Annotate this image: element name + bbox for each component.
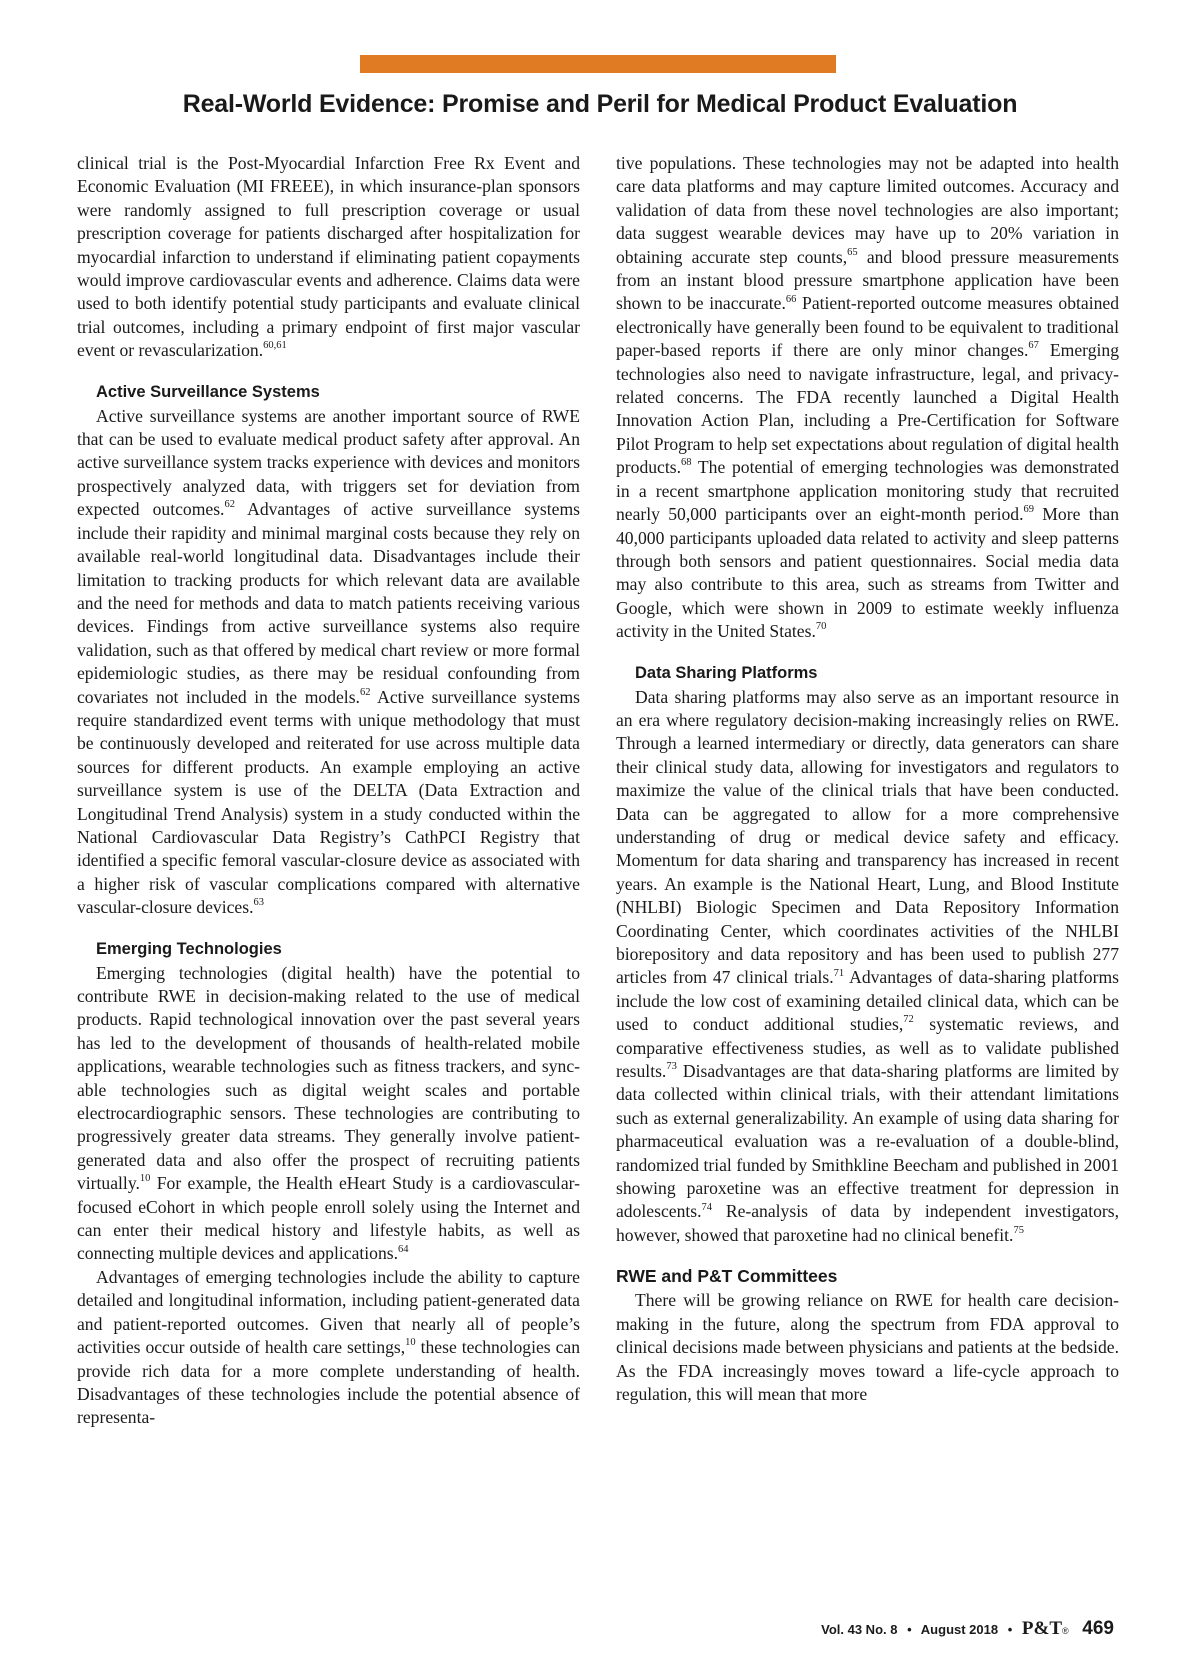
citation-reference: 74 bbox=[701, 1201, 712, 1213]
paragraph bbox=[77, 962, 580, 1266]
paragraph-text: Active surveillance systems require standardized event terms with unique methodology that must be continuously developed and reiterated for use across multiple data sources for different products. An example employing an active surveillance system is use of the DELTA (Data Extraction and Longitudinal Trend Analysis) system in a study conducted within the National Cardiovascular Data Registry’s CathPCI Registry that identified a specific femoral vascular-closure device as associated with a higher risk of vascular complications compared with alternative vascular-closure devices. bbox=[77, 686, 580, 918]
citation-reference: 65 bbox=[847, 246, 858, 258]
citation-reference: 60,61 bbox=[263, 340, 287, 352]
footer-date: August 2018 bbox=[920, 1622, 999, 1637]
citation-reference: 72 bbox=[903, 1014, 914, 1026]
citation-reference: 69 bbox=[1023, 504, 1034, 516]
citation-reference: 63 bbox=[253, 897, 264, 909]
paragraph-text: Advantages of emerging technologies include the ability to capture detailed and longitudinal information, including patient-generated data and patient-reported outcomes. Given that nearly all of people’s activities occur outside of health care settings, bbox=[77, 1266, 580, 1358]
paragraph-text: Data sharing platforms may also serve as an important resource in an era where regulatory decision-making increasingly relies on RWE. Through a learned intermediary or directly, data generators can share their clinical study data, allowing for investigators and regulators to maximize the value of the clinical trials that have been conducted. Data can be aggregated to allow for a more comprehensive understanding of drug or medical device safety and efficacy. Momentum for data sharing and transparency has increased in recent years. An example is the National Heart, Lung, and Blood Institute (NHLBI) Biologic Specimen and Data Repository Information Coordinating Center, which coordinates activities of the NHLBI biorepository and data repository and has been used to publish 277 articles from 47 clinical trials. bbox=[616, 686, 1119, 988]
section-heading-active-surveillance: Active Surveillance Systems bbox=[96, 382, 320, 401]
paragraph-text: Emerging technologies also need to navigate infrastructure, legal, and privacy-related concerns. The FDA recently launched a Digital Health Innovation Action Plan, including a Pre-Certification for Software Pilot Program to help set expectations about regulation of digital health products. bbox=[616, 340, 1119, 478]
right-column bbox=[616, 152, 1119, 1406]
footer-separator: • bbox=[907, 1622, 912, 1637]
citation-reference: 73 bbox=[666, 1061, 677, 1073]
paragraph-text: More than 40,000 participants uploaded data related to activity and sleep patterns through both sensors and patient questionnaires. Social media data may also contribute to this area, such as streams from Twitter and Google, which were shown in 2009 to estimate weekly influenza activity in the United States. bbox=[616, 504, 1119, 642]
paragraph-text: Emerging technologies (digital health) have the potential to contribute RWE in decision-making related to the use of medical products. Rapid technological innovation over the past several years has led to the development of thousands of health-related mobile applications, wearable technologies such as fitness trackers, and sync-able technologies such as digital weight scales and portable electrocardiographic sensors. These technologies are contributing to progressively greater data streams. They generally involve patient-generated data and also offer the prospect of recruiting patients virtually. bbox=[77, 962, 580, 1194]
paragraph bbox=[77, 1266, 580, 1430]
footer-registered-mark: ® bbox=[1062, 1626, 1069, 1636]
footer-journal-name: P&T bbox=[1021, 1618, 1063, 1639]
paragraph-text: and blood pressure measurements from an instant blood pressure smartphone application have been shown to be inaccurate. bbox=[616, 246, 1119, 314]
paragraph bbox=[616, 1289, 1119, 1406]
header-accent-bar bbox=[360, 55, 836, 73]
paragraph-text: For example, the Health eHeart Study is a cardiovascular-focused eCohort in which people enroll solely using the Internet and can enter their medical history and lifestyle habits, as well as connecting multiple devices and applications. bbox=[77, 1173, 580, 1264]
section-heading-emerging-technologies: Emerging Technologies bbox=[96, 939, 282, 958]
citation-reference: 66 bbox=[785, 293, 797, 305]
citation-reference: 10 bbox=[405, 1337, 416, 1349]
paragraph-text: Disadvantages are that data-sharing platforms are limited by data collected within clinical trials, with their attendant limitations such as external generalizability. An example of using data sharing for pharmaceutical evaluation was a re-evaluation of a double-blind, randomized trial funded by Smithkline Beecham and published in 2001 showing paroxetine was an effective treatment for depression in adolescents. bbox=[616, 1061, 1119, 1222]
page-number: 469 bbox=[1082, 1618, 1114, 1639]
paragraph-text: Patient-reported outcome measures obtained electronically have generally been found to be equivalent to traditional paper-based reports if there are only minor changes. bbox=[616, 293, 1119, 361]
paragraph-text: Advantages of data-sharing platforms include the low cost of examining detailed clinical data, which can be used to conduct additional studies, bbox=[616, 967, 1119, 1035]
citation-reference: 62 bbox=[224, 499, 235, 511]
paragraph-text: tive populations. These technologies may not be adapted into health care data platforms and may capture limited outcomes. Accuracy and validation of data from these novel technologies are also important; data suggest wearable devices may have up to 20% variation in obtaining accurate step counts, bbox=[616, 153, 1119, 267]
page-footer bbox=[821, 1618, 1114, 1640]
citation-reference: 64 bbox=[398, 1243, 409, 1255]
paragraph-text: Advantages of active surveillance systems include their rapidity and minimal marginal costs because they rely on available real-world longitudinal data. Disadvantages include their limitation to tracking products for which relevant data are available and the need for methods and data to match patients receiving various devices. Findings from active surveillance systems also require validation, such as that offered by medical chart review or more formal epidemiologic studies, as there may be residual confounding from covariates not included in the models. bbox=[77, 499, 580, 707]
citation-reference: 75 bbox=[1013, 1225, 1024, 1237]
paragraph-text: The potential of emerging technologies was demonstrated in a recent smartphone application monitoring study that recruited nearly 50,000 participants over an eight-month period. bbox=[616, 457, 1119, 525]
paragraph-text: Re-analysis of data by independent investigators, however, showed that paroxetine had no clinical benefit. bbox=[616, 1201, 1119, 1245]
footer-separator: • bbox=[1007, 1622, 1013, 1637]
citation-reference: 67 bbox=[1028, 340, 1039, 352]
paragraph-text: There will be growing reliance on RWE for health care decision-making in the future, along the spectrum from FDA approval to clinical decisions made between physicians and patients at the bedside. As the FDA increasingly moves toward a life-cycle approach to regulation, this will mean that more bbox=[616, 1290, 1119, 1404]
paragraph bbox=[616, 152, 1119, 644]
citation-reference: 10 bbox=[139, 1173, 151, 1185]
paragraph bbox=[77, 152, 580, 363]
citation-reference: 71 bbox=[833, 967, 845, 979]
citation-reference: 68 bbox=[681, 457, 692, 469]
citation-reference: 70 bbox=[815, 621, 827, 633]
paragraph-text: clinical trial is the Post-Myocardial Infarction Free Rx Event and Economic Evaluation (MI FREEE), in which insurance-plan sponsors were randomly assigned to full prescription coverage or usual prescription coverage for patients discharged after hospitalization for myocardial infarction to understand if eliminating patient copayments would improve cardiovascular events and adherence. Claims data were used to both identify potential study participants and evaluate clinical trial outcomes, including a primary endpoint of first major vascular event or revascularization. bbox=[77, 153, 580, 361]
paragraph bbox=[77, 405, 580, 920]
citation-reference: 62 bbox=[359, 686, 371, 698]
paragraph bbox=[616, 686, 1119, 1248]
footer-volume: Vol. 43 No. 8 bbox=[821, 1622, 898, 1637]
left-column bbox=[77, 152, 580, 1430]
section-heading-data-sharing: Data Sharing Platforms bbox=[635, 663, 818, 682]
running-head-title: Real-World Evidence: Promise and Peril for Medical Product Evaluation bbox=[182, 90, 1018, 118]
paragraph-text: Active surveillance systems are another important source of RWE that can be used to evaluate medical product safety after approval. An active surveillance system tracks experience with devices and monitors prospectively analyzed data, with triggers set for deviation from expected outcomes. bbox=[77, 405, 580, 520]
paragraph-text: systematic reviews, and comparative effectiveness studies, as well as to validate published results. bbox=[616, 1014, 1119, 1082]
paragraph-text: these technologies can provide rich data for a more complete understanding of health. Disadvantages of these technologies include the potential absence of representa- bbox=[77, 1337, 580, 1428]
section-heading-rwe-pt: RWE and P&T Committees bbox=[616, 1266, 838, 1287]
